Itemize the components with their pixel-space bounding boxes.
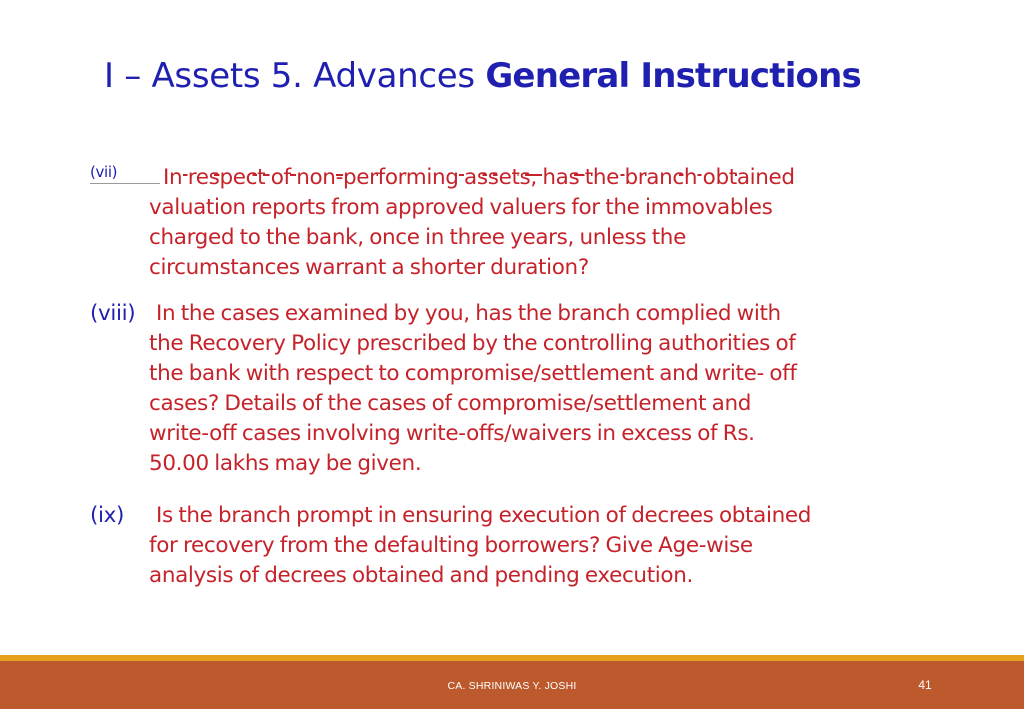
item-text-line: valuation reports from approved valuers for the immovables (149, 195, 773, 220)
instruction-list (90, 163, 990, 591)
instruction-item-ix (90, 501, 990, 591)
slide-title (104, 56, 861, 96)
item-number: (ix) (90, 503, 125, 528)
item-text-line: charged to the bank, once in three years, unless the (149, 225, 686, 250)
item-text-line: circumstances warrant a shorter duration? (149, 255, 589, 280)
item-text-line: write-off cases involving write-offs/waivers in excess of Rs. (149, 421, 755, 446)
item-text-line: the Recovery Policy prescribed by the controlling authorities of (149, 331, 796, 356)
item-number: (viii) (90, 301, 136, 326)
item-text-line: In respect of non-performing assets, has the branch obtained (163, 165, 795, 190)
item-text-line: for recovery from the defaulting borrowers? Give Age-wise (149, 533, 753, 558)
instruction-item-viii (90, 299, 990, 479)
item-text-line: analysis of decrees obtained and pending execution. (149, 563, 693, 588)
item-text-line: cases? Details of the cases of compromise/settlement and (149, 391, 752, 416)
page-number: 41 (918, 678, 932, 692)
item-number: (vii) (90, 163, 118, 181)
slide-title-bold: General Instructions (485, 56, 861, 96)
item-text-line: Is the branch prompt in ensuring execution of decrees obtained (156, 503, 812, 528)
instruction-item-vii (90, 163, 990, 283)
slide-title-prefix: I – Assets 5. Advances (104, 56, 486, 96)
footer-author: CA. SHRINIWAS Y. JOSHI (447, 680, 577, 692)
item-text-line: the bank with respect to compromise/settlement and write- off (149, 361, 797, 386)
item-text-line: In the cases examined by you, has the branch complied with (156, 301, 781, 326)
item-text-line: 50.00 lakhs may be given. (149, 451, 422, 476)
